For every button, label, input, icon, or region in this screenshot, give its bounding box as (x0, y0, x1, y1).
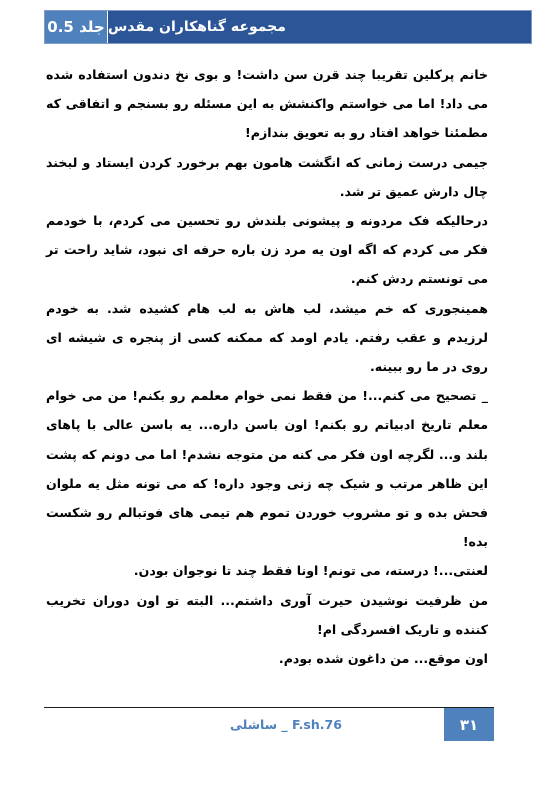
book-title: مجموعه گناهکاران مقدس (108, 11, 531, 43)
body-text (46, 60, 488, 673)
page-footer (230, 708, 494, 741)
paragraph: اون موقع... من داغون شده بودم. (278, 651, 488, 667)
paragraph: جیمی درست زمانی که انگشت هامون بهم برخورد کردن ایستاد و لبخند چال دارش عمیق تر شد. (46, 154, 488, 199)
paragraph: همینجوری که خم میشد، لب هاش به لب هام کشیده شد. به خودم لرزیدم و عقب رفتم. یادم اومد که ممکنه کسی از پنجره ی شیشه ای روی در ما رو ببینه. (46, 300, 488, 375)
page-number: ۳۱ (444, 708, 494, 741)
translator-credit: F.sh.76 _ ساشلی (230, 717, 342, 732)
paragraph: درحالیکه فک مردونه و پیشونی بلندش رو تحسین می کردم، با خودمم فکر می کردم که اگه اون یه مرد زن باره حرفه ای نبود، شاید راحت تر می تونستم ردش کنم. (46, 213, 488, 287)
page-header (44, 10, 532, 44)
paragraph: _ تصحیح می کنم...! من فقط نمی خوام معلمم رو بکنم! من می خوام معلم تاریخ ادبیاتم رو بکنم! اون باسن داره... یه باسن عالی با پاهای بلند و... لگرچه اون فکر می کنه من متوجه نشدم! اما می دونم که پشت این ظاهر مرتب و شیک چه زنی وجود داره! که می تونه مثل یه ملوان فحش بده و تو مشروب خوردن تموم هم تیمی های فوتبالم رو شکست بده! (46, 388, 488, 550)
volume-label: جلد 0.5 (45, 11, 108, 43)
paragraph: خانم پرکلین تقریبا چند قرن سن داشت! و بوی نخ دندون استفاده شده می داد! اما می خواستم واکنشش به این مسئله رو بسنجم و اتفاقی که مطمئنا خواهد افتاد رو به تعویق بندازم! (46, 67, 488, 141)
paragraph: من ظرفیت نوشیدن حیرت آوری داشتم... البته تو اون دوران تخریب کننده و تاریک افسردگی ام! (46, 592, 488, 637)
paragraph: لعنتی...! درسته، می تونم! اونا فقط چند تا نوجوان بودن. (133, 563, 488, 579)
